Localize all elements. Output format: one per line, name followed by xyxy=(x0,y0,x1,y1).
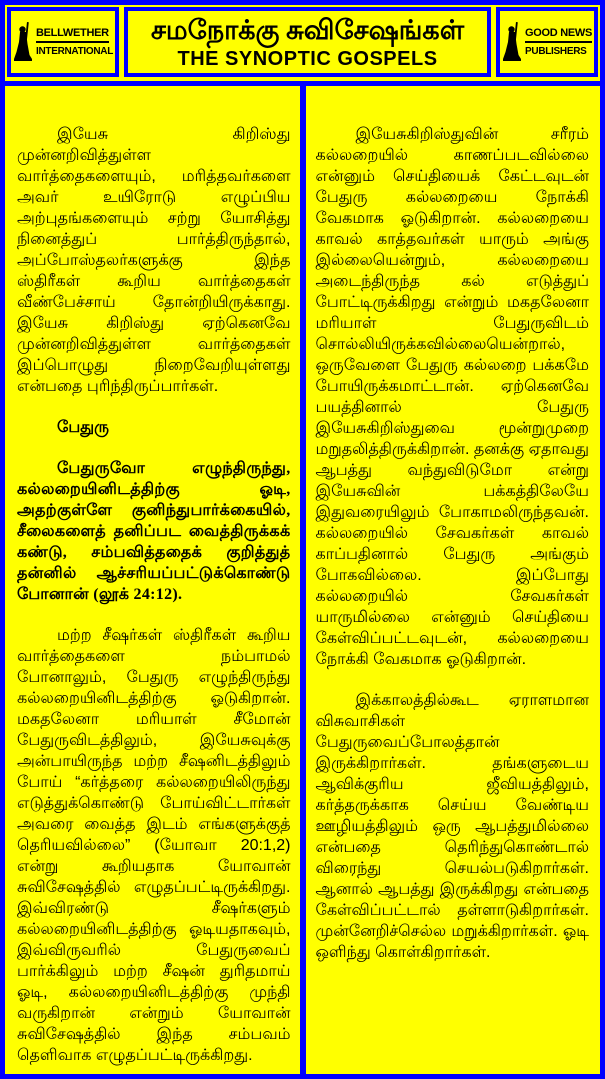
bellwether-logo-text xyxy=(36,27,113,58)
robed-figure-icon xyxy=(502,22,522,62)
right-paragraph-2: இக்காலத்தில்கூட ஏராளமான விசுவாசிகள் பேதுருவைப்போலத்தான் இருக்கிறார்கள். தங்களுடைய ஆவிக்குரிய ஜீவியத்திலும், கர்த்தருக்காக செய்ய வேண்டிய ஊழியத்திலும் ஒரு ஆபத்துமில்லை என்பதை தெரிந்துகொண்டால் விரைந்து செயல்படுகிறார்கள். ஆனால் ஆபத்து இருக்கிறது என்பதை கேள்விப்பட்டால் தள்ளாடுகிறார்கள். முன்னேறிச்செல்ல மறுக்கிறார்கள். ஓடி ஒளிந்து கொள்கிறார்கள். xyxy=(315,692,589,961)
good-news-logo-line2: PUBLISHERS xyxy=(525,45,587,57)
right-paragraph-1: இயேசுகிறிஸ்துவின் சரீரம் கல்லறையில் காணப்படவில்லை என்னும் செய்தியைக் கேட்டவுடன் பேதுரு கல்லறையை நோக்கி வேகமாக ஓடுகிறான். கல்லறையை காவல் காத்தவர்கள் யாரும் அங்கு இல்லையென்றும், கல்லறையை அடைந்திருந்த கல் எடுத்துப் போட்டிருக்கிறது என்றும் மகதலேனா மரியாள் பேதுருவிடம் சொல்லியிருக்கவில்லையென்றால், ஒருவேளை பேதுரு கல்லறை பக்கமே போயிருக்கமாட்டான். ஏற்கெனவே பயத்தினால் பேதுரு இயேசுகிறிஸ்துவை மூன்றுமுறை மறுதலித்திருக்கிறான். தனக்கு ஏதாவது ஆபத்து வந்துவிடுமோ என்று இயேசுவின் பக்கத்திலேயே இதுவரையிலும் போகாமலிருந்தவன். கல்லறையில் சேவகர்கள் காவல் காப்பதினால் பேதுரு அங்கும் போகவில்லை. இப்போது கல்லறையில் சேவகர்கள் யாருமில்லை என்னும் செய்தியை கேள்விப்பட்டவுடன், கல்லறையை நோக்கி வேகமாக ஓடுகிறான். xyxy=(315,126,589,668)
robed-figure-icon xyxy=(13,22,33,62)
left-paragraph-2: மற்ற சீஷர்கள் ஸ்திரீகள் கூறிய வார்த்தைகளை நம்பாமல் போனாலும், பேதுரு எழுந்திருந்து கல்லறையினிடத்திற்கு ஓடுகிறான். மகதலேனா மரியாள் சீமோன் பேதுருவிடத்திலும், இயேசுவுக்கு அன்பாயிருந்த மற்ற சீஷனிடத்திலும் போய் “கர்த்தரை கல்லறையிலிருந்து எடுத்துக்கொண்டு போய்விட்டார்கள் அவரை வைத்த இடம் எங்களுக்குத் தெரியவில்லை” (யோவா 20:1,2) என்று கூறியதாக யோவான் சுவிசேஷத்தில் எழுதப்பட்டிருக்கிறது. இவ்விரண்டு சீஷர்களும் கல்லறையினிடத்திற்கு ஓடியதாகவும், இவ்விருவரில் பேதுருவைப் பார்க்கிலும் மற்ற சீஷன் துரிதமாய் ஓடி, கல்லறையினிடத்திற்கு முந்தி வருகிறான் என்றும் யோவான் சுவிசேஷத்தில் இந்த சம்பவம் தெளிவாக எழுதப்பட்டிருக்கிறது. xyxy=(17,627,291,1064)
scripture-quote-luke-24-12: பேதுருவோ எழுந்திருந்து, கல்லறையினிடத்திற்கு ஓடி, அதற்குள்ளே குனிந்துபார்க்கையில், சீலைகளைத் தனிப்பட வைத்திருக்கக் கண்டு, சம்பவித்ததைக் குறித்துத் தன்னில் ஆச்சரியப்பட்டுக்கொண்டு போனான் (லூக் 24:12). xyxy=(17,460,291,603)
left-column xyxy=(7,86,300,1074)
page-title-english: THE SYNOPTIC GOSPELS xyxy=(177,47,438,70)
left-paragraph-1: இயேசு கிறிஸ்து முன்னறிவித்துள்ள வார்த்தைகளையும், மரித்தவர்களை அவர் உயிரோடு எழுப்பிய அற்புதங்களையும் சற்று யோசித்து நினைத்துப் பார்த்திருந்தால், அப்போஸ்தலர்களுக்கு இந்த ஸ்திரீகள் கூறிய வார்த்தைகள் வீண்பேச்சாய் தோன்றியிருக்காது. இயேசு கிறிஸ்து ஏற்கெனவே முன்னறிவித்துள்ள வார்த்தைகள் இப்பொழுது நிறைவேறியுள்ளது என்பதை புரிந்திருப்பார்கள். xyxy=(17,126,291,395)
good-news-publishers-logo xyxy=(496,7,598,77)
body-columns xyxy=(7,86,598,1074)
page-header xyxy=(7,7,598,77)
good-news-logo-line1: GOOD NEWS xyxy=(525,27,592,43)
title-box xyxy=(124,7,491,77)
bellwether-logo-line1: BELLWETHER xyxy=(36,27,109,43)
page-title-tamil: சமநோக்கு சுவிசேஷங்கள் xyxy=(150,14,465,45)
right-column xyxy=(306,86,599,1074)
section-heading-peter: பேதுரு xyxy=(57,419,109,436)
bellwether-logo xyxy=(7,7,119,77)
bellwether-logo-line2: INTERNATIONAL xyxy=(36,45,114,57)
good-news-logo-text xyxy=(525,27,592,58)
